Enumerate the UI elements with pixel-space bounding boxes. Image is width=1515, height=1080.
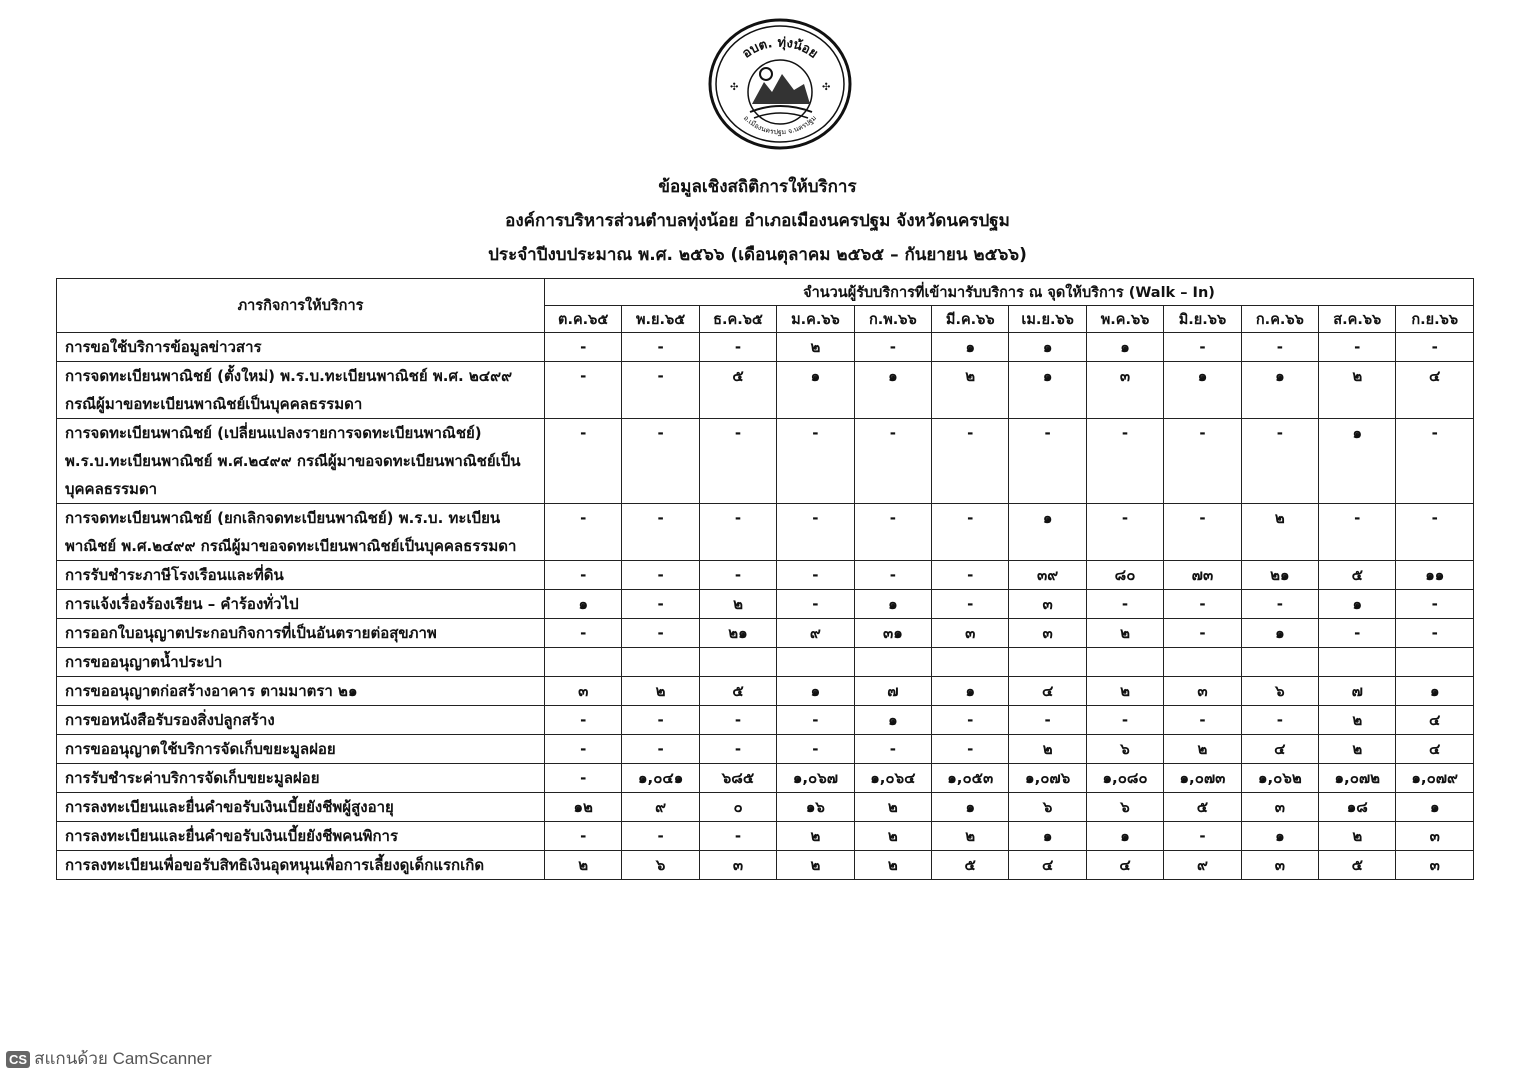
- count-cell: ๓: [1164, 677, 1241, 706]
- count-cell: ๓: [1009, 619, 1086, 648]
- count-cell: -: [622, 333, 699, 362]
- count-cell: ๒: [1319, 706, 1396, 735]
- count-cell: [1241, 648, 1318, 677]
- count-cell: -: [545, 362, 622, 419]
- count-cell: -: [1241, 333, 1318, 362]
- title-line-1: ข้อมูลเชิงสถิติการให้บริการ: [658, 177, 857, 197]
- count-cell: ๑: [1396, 677, 1474, 706]
- count-cell: -: [777, 504, 854, 561]
- count-cell: ๒๑: [699, 619, 776, 648]
- count-cell: [622, 648, 699, 677]
- count-cell: [545, 648, 622, 677]
- count-cell: ๓๙: [1009, 561, 1086, 590]
- count-cell: ๑,๐๕๓: [932, 764, 1009, 793]
- count-cell: -: [699, 504, 776, 561]
- count-cell: ๑,๐๖๔: [854, 764, 931, 793]
- table-row: [57, 822, 1474, 851]
- month-header: ก.พ.๖๖: [854, 306, 931, 333]
- count-cell: ๖๘๕: [699, 764, 776, 793]
- count-cell: ๔: [1396, 706, 1474, 735]
- table-row: [57, 561, 1474, 590]
- count-cell: ๒: [932, 822, 1009, 851]
- svg-text:✣: ✣: [730, 82, 739, 93]
- count-cell: [1086, 648, 1163, 677]
- count-cell: ๙: [777, 619, 854, 648]
- count-cell: -: [932, 419, 1009, 504]
- service-name-cell: การรับชำระค่าบริการจัดเก็บขยะมูลฝอย: [57, 764, 545, 793]
- count-cell: ๓: [1241, 793, 1318, 822]
- count-cell: ๑: [1396, 793, 1474, 822]
- count-cell: ๑: [854, 590, 931, 619]
- count-cell: ๒: [854, 822, 931, 851]
- count-cell: -: [699, 333, 776, 362]
- count-cell: ๑: [1241, 362, 1318, 419]
- count-cell: ๑: [1164, 362, 1241, 419]
- service-name-cell: การลงทะเบียนและยื่นคำขอรับเงินเบี้ยยังชีพผู้สูงอายุ: [57, 793, 545, 822]
- count-cell: ๒: [622, 677, 699, 706]
- table-row: [57, 851, 1474, 880]
- service-name-cell: การขออนุญาตใช้บริการจัดเก็บขยะมูลฝอย: [57, 735, 545, 764]
- count-cell: ๑: [854, 706, 931, 735]
- count-cell: -: [1164, 590, 1241, 619]
- count-cell: ๒: [1086, 619, 1163, 648]
- table-row: [57, 362, 1474, 419]
- count-cell: -: [699, 419, 776, 504]
- count-cell: ๑,๐๗๙: [1396, 764, 1474, 793]
- count-cell: -: [622, 561, 699, 590]
- count-cell: -: [1396, 590, 1474, 619]
- count-cell: ๔: [1396, 362, 1474, 419]
- svg-text:✣: ✣: [822, 82, 831, 93]
- count-cell: ๑๒: [545, 793, 622, 822]
- count-cell: ๒: [777, 851, 854, 880]
- count-cell: ๒: [1319, 362, 1396, 419]
- count-cell: -: [699, 735, 776, 764]
- count-cell: -: [1396, 504, 1474, 561]
- count-cell: ๒: [1319, 735, 1396, 764]
- month-header: พ.ย.๖๕: [622, 306, 699, 333]
- month-header: ม.ค.๖๖: [777, 306, 854, 333]
- count-cell: ๓: [1396, 822, 1474, 851]
- count-cell: ๑,๐๖๒: [1241, 764, 1318, 793]
- count-cell: ๑: [545, 590, 622, 619]
- count-cell: ๘๐: [1086, 561, 1163, 590]
- count-cell: -: [932, 590, 1009, 619]
- count-cell: ๒: [854, 851, 931, 880]
- count-cell: -: [1164, 822, 1241, 851]
- month-header: ธ.ค.๖๕: [699, 306, 776, 333]
- count-cell: [932, 648, 1009, 677]
- table-row: [57, 706, 1474, 735]
- count-cell: ๑: [932, 333, 1009, 362]
- count-cell: ๑: [932, 793, 1009, 822]
- service-name-cell: การจดทะเบียนพาณิชย์ (ยกเลิกจดทะเบียนพาณิชย์) พ.ร.บ. ทะเบียนพาณิชย์ พ.ศ.๒๔๙๙ กรณีผู้มาขอจดทะเบียนพาณิชย์เป็นบุคคลธรรมดา: [57, 504, 545, 561]
- header-service: ภารกิจการให้บริการ: [57, 279, 545, 333]
- count-cell: -: [1086, 504, 1163, 561]
- count-cell: -: [854, 419, 931, 504]
- month-header: พ.ค.๖๖: [1086, 306, 1163, 333]
- count-cell: ๒: [777, 333, 854, 362]
- table-row: [57, 590, 1474, 619]
- count-cell: -: [1319, 333, 1396, 362]
- count-cell: -: [777, 735, 854, 764]
- count-cell: ๑,๐๗๒: [1319, 764, 1396, 793]
- count-cell: ๕: [1164, 793, 1241, 822]
- count-cell: ๑: [1009, 822, 1086, 851]
- service-name-cell: การลงทะเบียนเพื่อขอรับสิทธิเงินอุดหนุนเพื่อการเลี้ยงดูเด็กแรกเกิด: [57, 851, 545, 880]
- count-cell: ๔: [1086, 851, 1163, 880]
- count-cell: -: [777, 419, 854, 504]
- count-cell: ๒: [1241, 504, 1318, 561]
- count-cell: -: [622, 504, 699, 561]
- count-cell: ๑: [777, 677, 854, 706]
- count-cell: ๓: [932, 619, 1009, 648]
- count-cell: -: [1396, 333, 1474, 362]
- count-cell: ๖: [1086, 793, 1163, 822]
- count-cell: ๑๑: [1396, 561, 1474, 590]
- count-cell: ๑,๐๖๗: [777, 764, 854, 793]
- count-cell: ๖: [1009, 793, 1086, 822]
- count-cell: [1009, 648, 1086, 677]
- table-row: [57, 764, 1474, 793]
- count-cell: ๑,๐๔๑: [622, 764, 699, 793]
- service-name-cell: การออกใบอนุญาตประกอบกิจการที่เป็นอันตรายต่อสุขภาพ: [57, 619, 545, 648]
- count-cell: ๒: [1319, 822, 1396, 851]
- count-cell: ๒: [545, 851, 622, 880]
- month-header: ก.ย.๖๖: [1396, 306, 1474, 333]
- count-cell: -: [1164, 619, 1241, 648]
- count-cell: ๓: [1396, 851, 1474, 880]
- document-title-block: [0, 170, 1515, 272]
- count-cell: -: [545, 706, 622, 735]
- table-row: [57, 619, 1474, 648]
- count-cell: ๕: [699, 362, 776, 419]
- svg-text:อบต. ทุ่งน้อย: [740, 35, 821, 61]
- table-row: [57, 333, 1474, 362]
- service-name-cell: การแจ้งเรื่องร้องเรียน – คำร้องทั่วไป: [57, 590, 545, 619]
- month-header: ต.ค.๖๕: [545, 306, 622, 333]
- count-cell: -: [1241, 419, 1318, 504]
- count-cell: [854, 648, 931, 677]
- count-cell: -: [854, 504, 931, 561]
- count-cell: -: [1396, 419, 1474, 504]
- count-cell: -: [1086, 590, 1163, 619]
- count-cell: -: [699, 822, 776, 851]
- count-cell: ๒: [1086, 677, 1163, 706]
- count-cell: -: [545, 822, 622, 851]
- organization-seal: [700, 12, 860, 152]
- count-cell: ๑: [1086, 822, 1163, 851]
- service-statistics-table: [56, 278, 1474, 880]
- count-cell: -: [777, 590, 854, 619]
- count-cell: ๓: [545, 677, 622, 706]
- count-cell: ๔: [1241, 735, 1318, 764]
- count-cell: -: [932, 706, 1009, 735]
- count-cell: -: [932, 561, 1009, 590]
- count-cell: ๓: [699, 851, 776, 880]
- count-cell: ๑: [1086, 333, 1163, 362]
- count-cell: -: [545, 735, 622, 764]
- count-cell: ๗: [1319, 677, 1396, 706]
- month-header: เม.ย.๖๖: [1009, 306, 1086, 333]
- count-cell: -: [1319, 619, 1396, 648]
- count-cell: ๓๑: [854, 619, 931, 648]
- table-row: [57, 419, 1474, 504]
- count-cell: ๖: [1241, 677, 1318, 706]
- count-cell: ๑๘: [1319, 793, 1396, 822]
- table-header-row: [57, 279, 1474, 306]
- count-cell: -: [545, 504, 622, 561]
- count-cell: -: [699, 706, 776, 735]
- count-cell: [1164, 648, 1241, 677]
- count-cell: -: [854, 333, 931, 362]
- count-cell: -: [545, 764, 622, 793]
- count-cell: ๑: [1241, 619, 1318, 648]
- count-cell: -: [777, 561, 854, 590]
- count-cell: -: [622, 735, 699, 764]
- count-cell: ๑,๐๗๓: [1164, 764, 1241, 793]
- scanner-watermark: [6, 1045, 212, 1072]
- count-cell: -: [1241, 590, 1318, 619]
- count-cell: ๓: [1241, 851, 1318, 880]
- count-cell: -: [1086, 706, 1163, 735]
- table-row: [57, 735, 1474, 764]
- count-cell: ๖: [1086, 735, 1163, 764]
- service-name-cell: การขอใช้บริการข้อมูลข่าวสาร: [57, 333, 545, 362]
- watermark-text: สแกนด้วย CamScanner: [34, 1049, 212, 1068]
- month-header: ส.ค.๖๖: [1319, 306, 1396, 333]
- count-cell: ๒: [854, 793, 931, 822]
- service-name-cell: การจดทะเบียนพาณิชย์ (เปลี่ยนแปลงรายการจดทะเบียนพาณิชย์) พ.ร.บ.ทะเบียนพาณิชย์ พ.ศ.๒๔๙๙ กรณีผู้มาขอจดทะเบียนพาณิชย์เป็นบุคคลธรรมดา: [57, 419, 545, 504]
- count-cell: ๒: [1009, 735, 1086, 764]
- count-cell: [1319, 648, 1396, 677]
- count-cell: -: [777, 706, 854, 735]
- count-cell: -: [699, 561, 776, 590]
- count-cell: -: [1241, 706, 1318, 735]
- month-header: ก.ค.๖๖: [1241, 306, 1318, 333]
- count-cell: ๑: [1009, 362, 1086, 419]
- count-cell: ๑,๐๘๐: [1086, 764, 1163, 793]
- count-cell: ๓: [1086, 362, 1163, 419]
- count-cell: [777, 648, 854, 677]
- count-cell: -: [854, 561, 931, 590]
- count-cell: -: [622, 706, 699, 735]
- header-walk-in-count: จำนวนผู้รับบริการที่เข้ามารับบริการ ณ จุดให้บริการ (Walk – In): [545, 279, 1474, 306]
- month-header: มี.ค.๖๖: [932, 306, 1009, 333]
- count-cell: -: [622, 619, 699, 648]
- count-cell: ๐: [699, 793, 776, 822]
- count-cell: ๑: [932, 677, 1009, 706]
- count-cell: -: [1009, 419, 1086, 504]
- count-cell: ๒: [777, 822, 854, 851]
- count-cell: [699, 648, 776, 677]
- table-row: [57, 504, 1474, 561]
- count-cell: -: [1164, 504, 1241, 561]
- seal-top-text: อบต. ทุ่งน้อย: [739, 35, 821, 62]
- count-cell: ๑,๐๗๖: [1009, 764, 1086, 793]
- count-cell: ๑: [777, 362, 854, 419]
- count-cell: ๖: [622, 851, 699, 880]
- camscanner-icon: CS: [6, 1051, 30, 1068]
- count-cell: ๑: [1319, 590, 1396, 619]
- count-cell: -: [545, 619, 622, 648]
- count-cell: ๑: [854, 362, 931, 419]
- service-name-cell: การจดทะเบียนพาณิชย์ (ตั้งใหม่) พ.ร.บ.ทะเบียนพาณิชย์ พ.ศ. ๒๔๙๙ กรณีผู้มาขอทะเบียนพาณิชย์เป็นบุคคลธรรมดา: [57, 362, 545, 419]
- service-name-cell: การขออนุญาตก่อสร้างอาคาร ตามมาตรา ๒๑: [57, 677, 545, 706]
- count-cell: -: [622, 419, 699, 504]
- title-line-2: องค์การบริหารส่วนตำบลทุ่งน้อย อำเภอเมืองนครปฐม จังหวัดนครปฐม: [505, 211, 1010, 231]
- table-row: [57, 793, 1474, 822]
- count-cell: -: [932, 735, 1009, 764]
- count-cell: ๑: [1319, 419, 1396, 504]
- count-cell: ๙: [622, 793, 699, 822]
- service-name-cell: การลงทะเบียนและยื่นคำขอรับเงินเบี้ยยังชีพคนพิการ: [57, 822, 545, 851]
- table-row: [57, 648, 1474, 677]
- count-cell: -: [622, 590, 699, 619]
- count-cell: -: [1164, 333, 1241, 362]
- month-header: มิ.ย.๖๖: [1164, 306, 1241, 333]
- count-cell: ๙: [1164, 851, 1241, 880]
- count-cell: -: [545, 561, 622, 590]
- count-cell: -: [545, 333, 622, 362]
- count-cell: ๒: [1164, 735, 1241, 764]
- count-cell: ๔: [1396, 735, 1474, 764]
- count-cell: ๒๑: [1241, 561, 1318, 590]
- count-cell: ๕: [932, 851, 1009, 880]
- count-cell: ๒: [932, 362, 1009, 419]
- count-cell: ๕: [699, 677, 776, 706]
- count-cell: -: [1009, 706, 1086, 735]
- count-cell: -: [1164, 419, 1241, 504]
- count-cell: ๕: [1319, 851, 1396, 880]
- count-cell: ๑: [1241, 822, 1318, 851]
- count-cell: ๑๖: [777, 793, 854, 822]
- table-row: [57, 677, 1474, 706]
- count-cell: ๗: [854, 677, 931, 706]
- count-cell: ๔: [1009, 677, 1086, 706]
- service-name-cell: การขอหนังสือรับรองสิ่งปลูกสร้าง: [57, 706, 545, 735]
- count-cell: -: [622, 822, 699, 851]
- count-cell: -: [1396, 619, 1474, 648]
- table-body: [57, 333, 1474, 880]
- count-cell: -: [622, 362, 699, 419]
- count-cell: -: [1164, 706, 1241, 735]
- count-cell: ๑: [1009, 504, 1086, 561]
- count-cell: ๔: [1009, 851, 1086, 880]
- count-cell: -: [1319, 504, 1396, 561]
- count-cell: -: [1086, 419, 1163, 504]
- seal-bottom-text: อ.เมืองนครปฐม จ.นครปฐม: [741, 113, 819, 137]
- count-cell: -: [854, 735, 931, 764]
- title-line-3: ประจำปีงบประมาณ พ.ศ. ๒๕๖๖ (เดือนตุลาคม ๒๕๖๕ – กันยายน ๒๕๖๖): [488, 245, 1027, 265]
- service-name-cell: การขออนุญาตน้ำประปา: [57, 648, 545, 677]
- count-cell: ๕: [1319, 561, 1396, 590]
- count-cell: ๑: [1009, 333, 1086, 362]
- count-cell: [1396, 648, 1474, 677]
- count-cell: -: [545, 419, 622, 504]
- count-cell: ๓: [1009, 590, 1086, 619]
- count-cell: -: [932, 504, 1009, 561]
- service-name-cell: การรับชำระภาษีโรงเรือนและที่ดิน: [57, 561, 545, 590]
- count-cell: ๗๓: [1164, 561, 1241, 590]
- count-cell: ๒: [699, 590, 776, 619]
